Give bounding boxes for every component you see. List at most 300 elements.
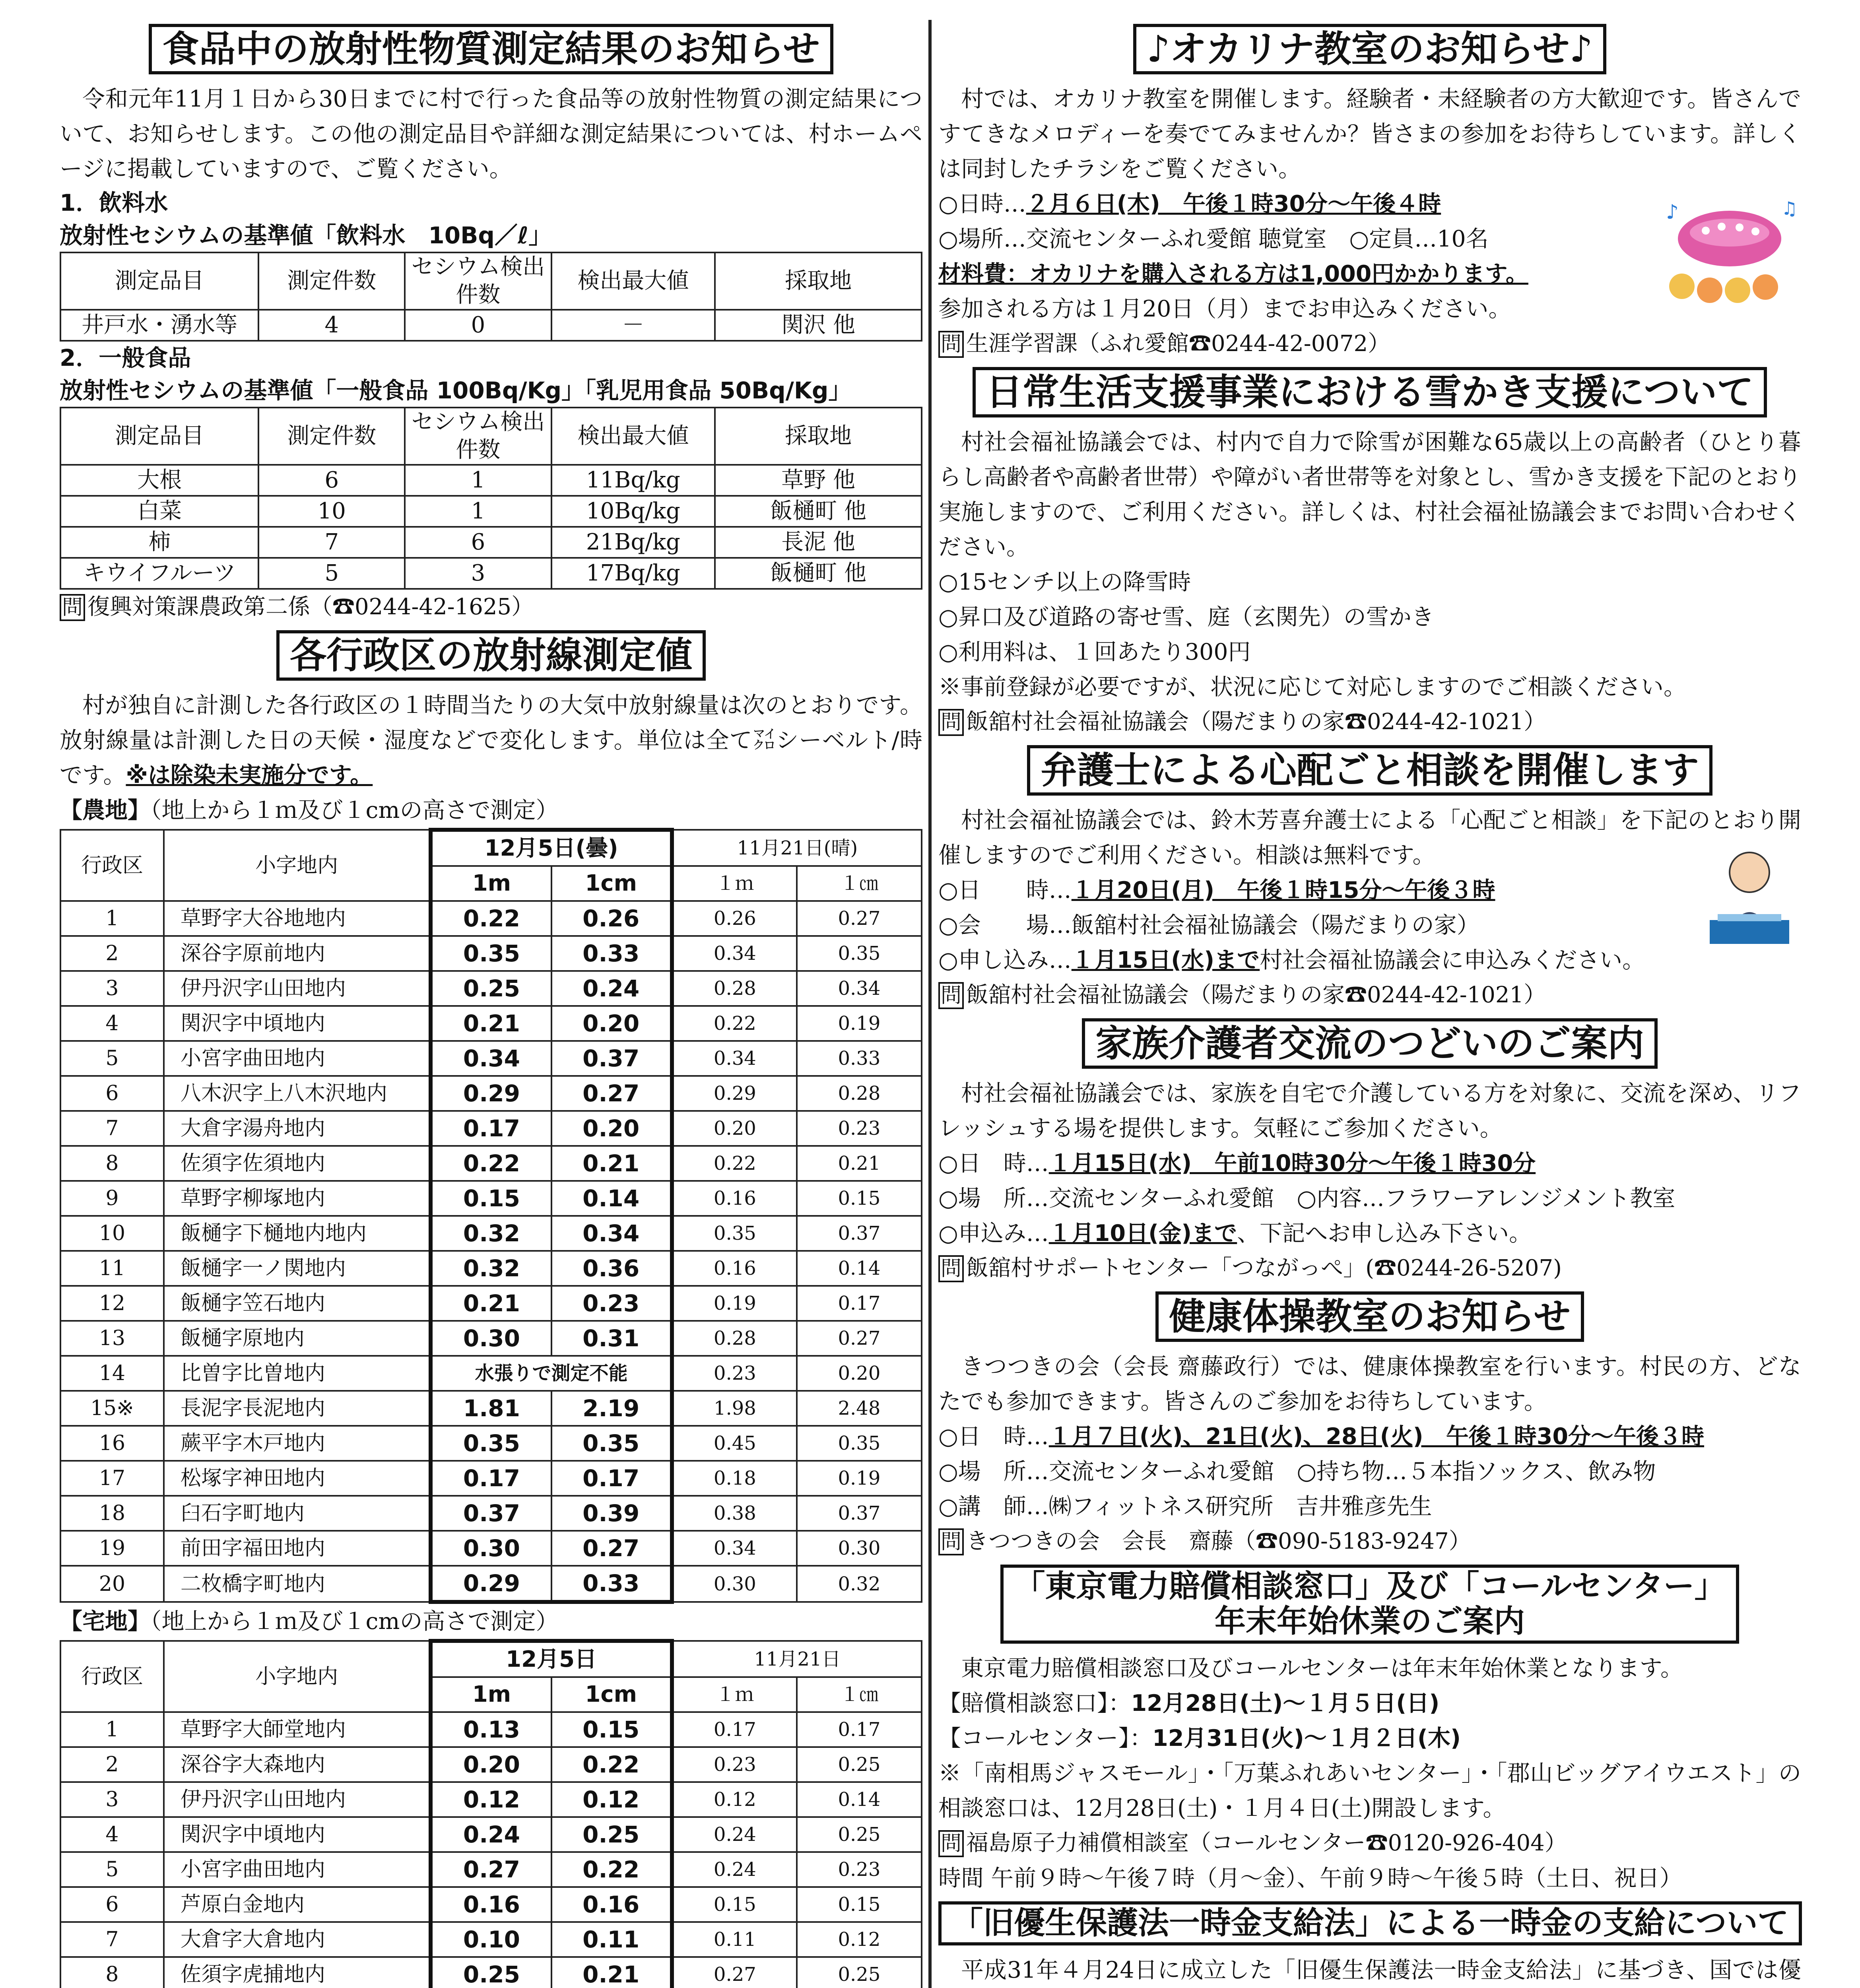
snow-body: 村社会福祉協議会では、村内で自力で除雪が困難な65歳以上の高齢者（ひとり暮らし高齢者や高齢者世帯）や障がい者世帯等を対象とし、雪かき支援を下記のとおり実施しますので、ご利用ください。詳しくは、村社会福祉協議会までお問い合わせください。 — [938, 429, 1801, 561]
table-cell: 4 — [60, 1817, 164, 1852]
table-cell: 0.37 — [551, 1041, 672, 1076]
table-cell: 0.26 — [551, 901, 672, 936]
table-cell: 0.35 — [672, 1216, 797, 1251]
table-cell: 0.17 — [431, 1111, 551, 1146]
table-cell: 8 — [60, 1957, 164, 1988]
family-place: ○場 所…交流センターふれ愛館 ○内容…フラワーアレンジメント教室 — [938, 1185, 1676, 1212]
table-row — [60, 1391, 922, 1426]
table-cell: 0.26 — [672, 901, 797, 936]
table-cell: 8 — [60, 1146, 164, 1181]
table-cell: 0.35 — [431, 936, 551, 971]
table-cell: 3 — [60, 1782, 164, 1817]
table-cell: 0.22 — [551, 1747, 672, 1782]
table-cell: 臼石字町地内 — [164, 1496, 431, 1531]
table-cell: 0.35 — [551, 1426, 672, 1461]
header-district: 行政区 — [60, 830, 164, 901]
radiation-intro — [60, 688, 922, 793]
food-subtitle: 2．一般食品 — [60, 344, 191, 372]
header-count: 測定件数 — [258, 252, 405, 310]
table-cell: 0.15 — [431, 1181, 551, 1216]
table-cell: 0.34 — [672, 1041, 797, 1076]
snow-section — [938, 367, 1801, 740]
table-cell: 0.25 — [797, 1747, 922, 1782]
radiation-section — [60, 630, 922, 1988]
table-cell: 0.32 — [797, 1566, 922, 1602]
table-cell: 2.19 — [551, 1391, 672, 1426]
table-cell: 0.21 — [797, 1146, 922, 1181]
radiation-intro-note: ※は除染未実施分です。 — [126, 762, 373, 789]
table-cell: 10Bq/kg — [551, 496, 715, 527]
table-cell: 0.15 — [797, 1887, 922, 1922]
table-cell: 関沢 他 — [715, 310, 922, 341]
table-cell: 3 — [405, 558, 551, 589]
table-cell: 1 — [60, 1712, 164, 1747]
table-row — [60, 1041, 922, 1076]
table-cell: 0.30 — [431, 1321, 551, 1356]
family-contact — [938, 1251, 1801, 1286]
table-cell: 0.15 — [797, 1181, 922, 1216]
table-row — [60, 936, 922, 971]
header-1m-old: １ｍ — [672, 1677, 797, 1712]
ocarina-contact-text: 生涯学習課（ふれ愛館☎0244-42-0072） — [966, 331, 1390, 357]
table-cell: 伊丹沢字山田地内 — [164, 1782, 431, 1817]
table-row — [60, 971, 922, 1006]
table-cell: 3 — [60, 971, 164, 1006]
table-row — [60, 1076, 922, 1111]
table-cell: 0.20 — [672, 1111, 797, 1146]
table-cell: 0.22 — [672, 1006, 797, 1041]
table-cell: 白菜 — [60, 496, 258, 527]
table-cell: 0.16 — [431, 1887, 551, 1922]
table-cell: 10 — [60, 1216, 164, 1251]
header-detected: セシウム検出件数 — [405, 252, 551, 310]
food-standard: 放射性セシウムの基準値「一般食品 100Bq/Kg」「乳児用食品 50Bq/Kg」 — [60, 377, 852, 404]
header-1cm: 1cm — [551, 866, 672, 901]
table-cell: 16 — [60, 1426, 164, 1461]
eugenics-body: 平成31年４月24日に成立した「旧優生保護法一時金支給法」に基づき、国では優 — [961, 1957, 1801, 1984]
health-body: きつつきの会（会長 齋藤政行）では、健康体操教室を行います。村民の方、どなたでも参加できます。皆さんのご参加をお待ちしています。 — [938, 1353, 1801, 1415]
table-cell: 大倉字湯舟地内 — [164, 1111, 431, 1146]
table-cell: 小宮字曲田地内 — [164, 1041, 431, 1076]
table-row — [60, 1922, 922, 1957]
table-cell: 0.35 — [431, 1426, 551, 1461]
table-cell: 14 — [60, 1356, 164, 1391]
tepco-line2-label: 【コールセンター】： — [938, 1725, 1153, 1751]
table-row — [60, 1181, 922, 1216]
table-cell: 0.18 — [672, 1461, 797, 1496]
table-cell: 17 — [60, 1461, 164, 1496]
table-cell: 0.32 — [431, 1251, 551, 1286]
table-cell: 0.21 — [551, 1146, 672, 1181]
table-cell: 0.23 — [672, 1747, 797, 1782]
family-date — [938, 1146, 1801, 1181]
table-cell: 1 — [405, 496, 551, 527]
table-cell: 深谷字原前地内 — [164, 936, 431, 971]
table-cell: 0.34 — [797, 971, 922, 1006]
table-cell: 比曽字比曽地内 — [164, 1356, 431, 1391]
header-date-new: 12月5日 — [431, 1641, 672, 1677]
table-row — [60, 1566, 922, 1602]
ocarina-date-value: ２月６日(木) 午後１時30分～午後４時 — [1026, 191, 1441, 217]
farm-caption-label: 【農地】 — [60, 797, 150, 824]
table-cell: 0.12 — [672, 1782, 797, 1817]
table-cell: 0.14 — [551, 1181, 672, 1216]
table-cell: 深谷字大森地内 — [164, 1747, 431, 1782]
ocarina-date-label: ○日時… — [938, 191, 1026, 217]
tepco-section — [938, 1565, 1801, 1896]
table-cell: 0.30 — [797, 1531, 922, 1566]
family-apply-label: ○申込み… — [938, 1220, 1049, 1247]
table-cell: 0.28 — [672, 971, 797, 1006]
food-table-body — [60, 465, 922, 589]
table-cell: 0.20 — [797, 1356, 922, 1391]
header-count: 測定件数 — [258, 408, 405, 465]
table-cell: 0.20 — [551, 1111, 672, 1146]
health-contact-text: きつつきの会 会長 齋藤（☎090-5183-9247） — [966, 1528, 1471, 1555]
table-cell: 関沢字中頃地内 — [164, 1006, 431, 1041]
water-subtitle: 1．飲料水 — [60, 189, 168, 217]
table-cell: 7 — [60, 1111, 164, 1146]
ocarina-title: ♪オカリナ教室のお知らせ♪ — [1133, 24, 1606, 74]
table-cell: 飯樋町 他 — [715, 496, 922, 527]
table-cell: 0.27 — [431, 1852, 551, 1887]
header-max: 検出最大値 — [551, 252, 715, 310]
tepco-title-line1: 「東京電力賠償相談窓口」及び「コールセンター」 — [1014, 1569, 1726, 1605]
snow-contact-text: 飯舘村社会福祉協議会（陽だまりの家☎0244-42-1021） — [966, 709, 1546, 735]
table-cell: 草野 他 — [715, 465, 922, 496]
table-cell: 1 — [60, 901, 164, 936]
tepco-contact — [938, 1826, 1801, 1861]
table-cell: 0.34 — [431, 1041, 551, 1076]
health-title: 健康体操教室のお知らせ — [1155, 1291, 1584, 1342]
lawyer-body: 村社会福祉協議会では、鈴木芳喜弁護士による「心配ごと相談」を下記のとおり開催しますのでご利用ください。相談は無料です。 — [938, 807, 1801, 869]
table-row — [60, 558, 922, 589]
table-cell: 関沢字中頃地内 — [164, 1817, 431, 1852]
table-cell: 0.36 — [551, 1251, 672, 1286]
header-1cm-old: １㎝ — [797, 866, 922, 901]
table-cell: 0.12 — [431, 1782, 551, 1817]
lawyer-apply — [938, 943, 1801, 978]
food-title: 食品中の放射性物質測定結果のお知らせ — [149, 24, 833, 74]
table-cell: 0.17 — [672, 1712, 797, 1747]
table-cell: 1.98 — [672, 1391, 797, 1426]
family-date-label: ○日 時… — [938, 1150, 1049, 1177]
table-cell: 飯樋字下樋地内地内 — [164, 1216, 431, 1251]
lawyer-date-label: ○日 時… — [938, 877, 1072, 904]
table-cell: 0.25 — [551, 1817, 672, 1852]
snow-title: 日常生活支援事業における雪かき支援について — [973, 367, 1767, 417]
table-cell: 2 — [60, 1747, 164, 1782]
svg-text:♫: ♫ — [1781, 198, 1798, 219]
table-cell: 0.19 — [797, 1006, 922, 1041]
ocarina-section — [938, 24, 1801, 361]
ocarina-contact — [938, 326, 1801, 361]
table-cell: 0.34 — [672, 1531, 797, 1566]
table-cell: 1 — [405, 465, 551, 496]
table-cell: 0.23 — [672, 1356, 797, 1391]
eugenics-section — [938, 1901, 1801, 1988]
table-cell: 0.24 — [551, 971, 672, 1006]
table-row — [60, 1852, 922, 1887]
table-cell: 0.17 — [551, 1461, 672, 1496]
table-cell: 19 — [60, 1531, 164, 1566]
table-cell: 0.13 — [431, 1712, 551, 1747]
table-cell: 20 — [60, 1566, 164, 1602]
table-cell: 7 — [60, 1922, 164, 1957]
header-area: 小字地内 — [164, 1641, 431, 1712]
food-contact — [60, 590, 922, 625]
header-area: 小字地内 — [164, 830, 431, 901]
table-cell: 0.33 — [551, 1566, 672, 1602]
table-cell: 0.14 — [797, 1251, 922, 1286]
table-cell: 0.19 — [797, 1461, 922, 1496]
column-divider — [928, 20, 932, 1988]
table-cell: 前田字福田地内 — [164, 1531, 431, 1566]
left-column — [60, 24, 922, 1988]
tepco-line2-value: 12月31日(火)～１月２日(木) — [1152, 1725, 1461, 1751]
contact-mark: 問 — [938, 1528, 964, 1555]
food-contact-text: 復興対策課農政第二係（☎0244-42-1625） — [87, 594, 534, 620]
family-body: 村社会福祉協議会では、家族を自宅で介護している方を対象に、交流を深め、リフレッシュする場を提供します。気軽にご参加ください。 — [938, 1080, 1801, 1142]
family-contact-text: 飯舘村サポートセンター「つながっぺ」(☎0244-26-5207) — [966, 1255, 1562, 1281]
table-cell: 0.23 — [797, 1852, 922, 1887]
table-cell: 佐須字虎捕地内 — [164, 1957, 431, 1988]
table-cell: 0.30 — [431, 1531, 551, 1566]
contact-mark: 問 — [938, 331, 964, 358]
table-cell: 大倉字大倉地内 — [164, 1922, 431, 1957]
table-row — [60, 1531, 922, 1566]
lawyer-apply-deadline: １月15日(水)まで — [1071, 947, 1260, 974]
food-intro: 令和元年11月１日から30日までに村で行った食品等の放射性物質の測定結果について、お知らせします。この他の測定品目や詳細な測定結果については、村ホームページに掲載していますので、ご覧ください。 — [60, 86, 922, 182]
table-cell: 0.29 — [672, 1076, 797, 1111]
tepco-line2 — [938, 1721, 1801, 1756]
table-cell: 0.17 — [797, 1712, 922, 1747]
list-item: ※事前登録が必要ですが、状況に応じて対応しますのでご相談ください。 — [938, 674, 1686, 701]
tepco-line1 — [938, 1686, 1801, 1721]
table-row — [60, 1321, 922, 1356]
table-cell: 0.20 — [551, 1006, 672, 1041]
table-cell: 9 — [60, 1181, 164, 1216]
header-location: 採取地 — [715, 408, 922, 465]
table-cell: 5 — [258, 558, 405, 589]
table-cell: 0.11 — [551, 1922, 672, 1957]
table-cell: 0.16 — [672, 1251, 797, 1286]
lawyer-contact-text: 飯舘村社会福祉協議会（陽だまりの家☎0244-42-1021） — [966, 982, 1546, 1008]
table-cell: 0.25 — [797, 1957, 922, 1988]
table-row — [60, 1957, 922, 1988]
table-row — [60, 1286, 922, 1321]
table-cell: 5 — [60, 1852, 164, 1887]
tepco-note: ※「南相馬ジャスモール」・「万葉ふれあいセンター」・「郡山ビッグアイウエスト」の相談窓口は、12月28日(土)・１月４日(土)開設します。 — [938, 1760, 1801, 1821]
tepco-title — [1000, 1565, 1739, 1644]
ocarina-illustration — [1658, 195, 1801, 314]
table-cell: 0.22 — [431, 1146, 551, 1181]
table-cell: 0.22 — [431, 901, 551, 936]
header-item: 測定品目 — [60, 252, 258, 310]
res-table-body — [60, 1712, 922, 1988]
farm-caption — [60, 793, 922, 828]
table-row — [60, 1747, 922, 1782]
water-table-body — [60, 310, 922, 341]
contact-mark: 問 — [938, 709, 964, 736]
table-cell: 0.31 — [551, 1321, 672, 1356]
table-cell: 13 — [60, 1321, 164, 1356]
table-cell: 0 — [405, 310, 551, 341]
table-cell: 蕨平字木戸地内 — [164, 1426, 431, 1461]
table-cell: 0.24 — [431, 1817, 551, 1852]
table-cell: 0.29 — [431, 1566, 551, 1602]
table-cell: 0.30 — [672, 1566, 797, 1602]
list-item: ○利用料は、１回あたり300円 — [938, 639, 1251, 666]
header-1cm-old: １㎝ — [797, 1677, 922, 1712]
lawyer-contact — [938, 978, 1801, 1013]
contact-mark: 問 — [60, 594, 85, 621]
table-cell: 草野字柳塚地内 — [164, 1181, 431, 1216]
health-date — [938, 1419, 1801, 1454]
table-row — [60, 1426, 922, 1461]
lawyer-illustration — [1702, 845, 1797, 948]
food-section — [60, 24, 922, 625]
tepco-body: 東京電力賠償相談窓口及びコールセンターは年末年始休業となります。 — [961, 1655, 1683, 1681]
table-cell: 0.22 — [672, 1146, 797, 1181]
table-cell: 21Bq/kg — [551, 527, 715, 558]
header-district: 行政区 — [60, 1641, 164, 1712]
tepco-title-line2: 年末年始休業のご案内 — [1214, 1603, 1525, 1639]
water-table — [60, 252, 922, 342]
table-row — [60, 1817, 922, 1852]
header-max: 検出最大値 — [551, 408, 715, 465]
list-item: ○15センチ以上の降雪時 — [938, 569, 1191, 596]
table-row — [60, 901, 922, 936]
eugenics-title: 「旧優生保護法一時金支給法」による一時金の支給について — [938, 1901, 1802, 1945]
health-contact — [938, 1524, 1801, 1559]
table-cell: 0.25 — [797, 1817, 922, 1852]
table-cell: 0.34 — [672, 936, 797, 971]
table-cell: 飯樋字原地内 — [164, 1321, 431, 1356]
radiation-intro-text: 村が独自に計測した各行政区の１時間当たりの大気中放射線量は次のとおりです。放射線量は計測した日の天候・湿度などで変化します。単位は全て㍃シーベルト/時です。 — [60, 692, 922, 789]
table-cell: 0.33 — [797, 1041, 922, 1076]
table-cell: 小宮字曲田地内 — [164, 1852, 431, 1887]
table-cell: 10 — [258, 496, 405, 527]
table-row — [60, 1111, 922, 1146]
table-cell: 八木沢字上八木沢地内 — [164, 1076, 431, 1111]
header-item: 測定品目 — [60, 408, 258, 465]
table-cell: 0.28 — [672, 1321, 797, 1356]
svg-text:♪: ♪ — [1666, 200, 1679, 223]
table-cell: 大根 — [60, 465, 258, 496]
table-cell: 6 — [60, 1887, 164, 1922]
table-cell: 0.22 — [551, 1852, 672, 1887]
table-cell: 0.17 — [431, 1461, 551, 1496]
table-row — [60, 1006, 922, 1041]
water-standard: 放射性セシウムの基準値「飲料水 10Bq／ℓ」 — [60, 222, 552, 249]
lawyer-date-value: １月20日(月) 午後１時15分～午後３時 — [1071, 877, 1495, 904]
table-cell: 0.21 — [431, 1286, 551, 1321]
table-cell: 0.34 — [551, 1216, 672, 1251]
family-apply — [938, 1216, 1801, 1251]
res-caption-text: （地上から１ｍ及び１cmの高さで測定） — [150, 1608, 559, 1635]
table-row — [60, 1496, 922, 1531]
header-date-old: 11月21日 — [672, 1641, 922, 1677]
table-cell: 草野字大師堂地内 — [164, 1712, 431, 1747]
table-cell: 6 — [405, 527, 551, 558]
res-table — [60, 1639, 922, 1988]
health-date-value: １月７日(火)、21日(火)、28日(火) 午後１時30分～午後３時 — [1048, 1423, 1705, 1450]
table-cell: 18 — [60, 1496, 164, 1531]
lawyer-title: 弁護士による心配ごと相談を開催します — [1027, 745, 1712, 796]
table-cell: 0.28 — [797, 1076, 922, 1111]
lawyer-place: ○会 場…飯舘村社会福祉協議会（陽だまりの家） — [938, 912, 1479, 939]
table-cell: 0.45 — [672, 1426, 797, 1461]
table-cell: 飯樋町 他 — [715, 558, 922, 589]
ocarina-place: ○場所…交流センターふれ愛館 聴覚室 ○定員…10名 — [938, 226, 1489, 252]
table-cell: 松塚字神田地内 — [164, 1461, 431, 1496]
table-cell: 0.35 — [797, 1426, 922, 1461]
res-caption — [60, 1604, 922, 1639]
table-row — [60, 1146, 922, 1181]
table-cell: 飯樋字笠石地内 — [164, 1286, 431, 1321]
family-apply-deadline: １月10日(金)まで — [1048, 1220, 1237, 1247]
table-cell: 0.17 — [797, 1286, 922, 1321]
table-cell: 柿 — [60, 527, 258, 558]
family-date-value: １月15日(水) 午前10時30分～午後１時30分 — [1048, 1150, 1536, 1177]
table-cell: 0.10 — [431, 1922, 551, 1957]
radiation-title: 各行政区の放射線測定値 — [276, 630, 706, 681]
table-cell: 0.23 — [551, 1286, 672, 1321]
table-cell: 0.37 — [797, 1496, 922, 1531]
tepco-contact-text: 福島原子力補償相談室（コールセンター☎0120-926-404） — [966, 1830, 1567, 1856]
health-section — [938, 1291, 1801, 1559]
table-cell: 2.48 — [797, 1391, 922, 1426]
table-row — [60, 1356, 922, 1391]
table-row — [60, 1887, 922, 1922]
table-cell: 0.37 — [431, 1496, 551, 1531]
family-section — [938, 1018, 1801, 1286]
table-cell: 飯樋字一ノ関地内 — [164, 1251, 431, 1286]
family-title: 家族介護者交流のつどいのご案内 — [1082, 1018, 1658, 1069]
table-cell: 0.32 — [431, 1216, 551, 1251]
food-table — [60, 407, 922, 590]
table-cell: 0.19 — [672, 1286, 797, 1321]
header-detected: セシウム検出件数 — [405, 408, 551, 465]
table-cell: 0.11 — [672, 1922, 797, 1957]
header-1m-old: １ｍ — [672, 866, 797, 901]
table-row — [60, 1712, 922, 1747]
table-cell: 0.20 — [431, 1747, 551, 1782]
header-location: 採取地 — [715, 252, 922, 310]
farm-caption-text: （地上から１ｍ及び１cmの高さで測定） — [150, 797, 559, 824]
header-1m: 1m — [431, 1677, 551, 1712]
table-row — [60, 1461, 922, 1496]
table-cell: 0.14 — [797, 1782, 922, 1817]
table-cell: 0.29 — [431, 1076, 551, 1111]
table-cell: 0.12 — [551, 1782, 672, 1817]
table-cell: 0.27 — [672, 1957, 797, 1988]
table-cell: 0.27 — [797, 1321, 922, 1356]
family-apply-text: 、下記へお申し込み下さい。 — [1237, 1220, 1532, 1247]
table-cell: 6 — [258, 465, 405, 496]
header-date-new: 12月5日(曇) — [431, 830, 672, 866]
snow-items — [938, 565, 1801, 705]
farm-table-body — [60, 901, 922, 1602]
table-cell: 佐須字佐須地内 — [164, 1146, 431, 1181]
table-cell: 0.12 — [797, 1922, 922, 1957]
table-cell: 0.21 — [431, 1006, 551, 1041]
table-cell: 6 — [60, 1076, 164, 1111]
table-cell: 0.24 — [672, 1852, 797, 1887]
table-cell: 11 — [60, 1251, 164, 1286]
table-row — [60, 1251, 922, 1286]
